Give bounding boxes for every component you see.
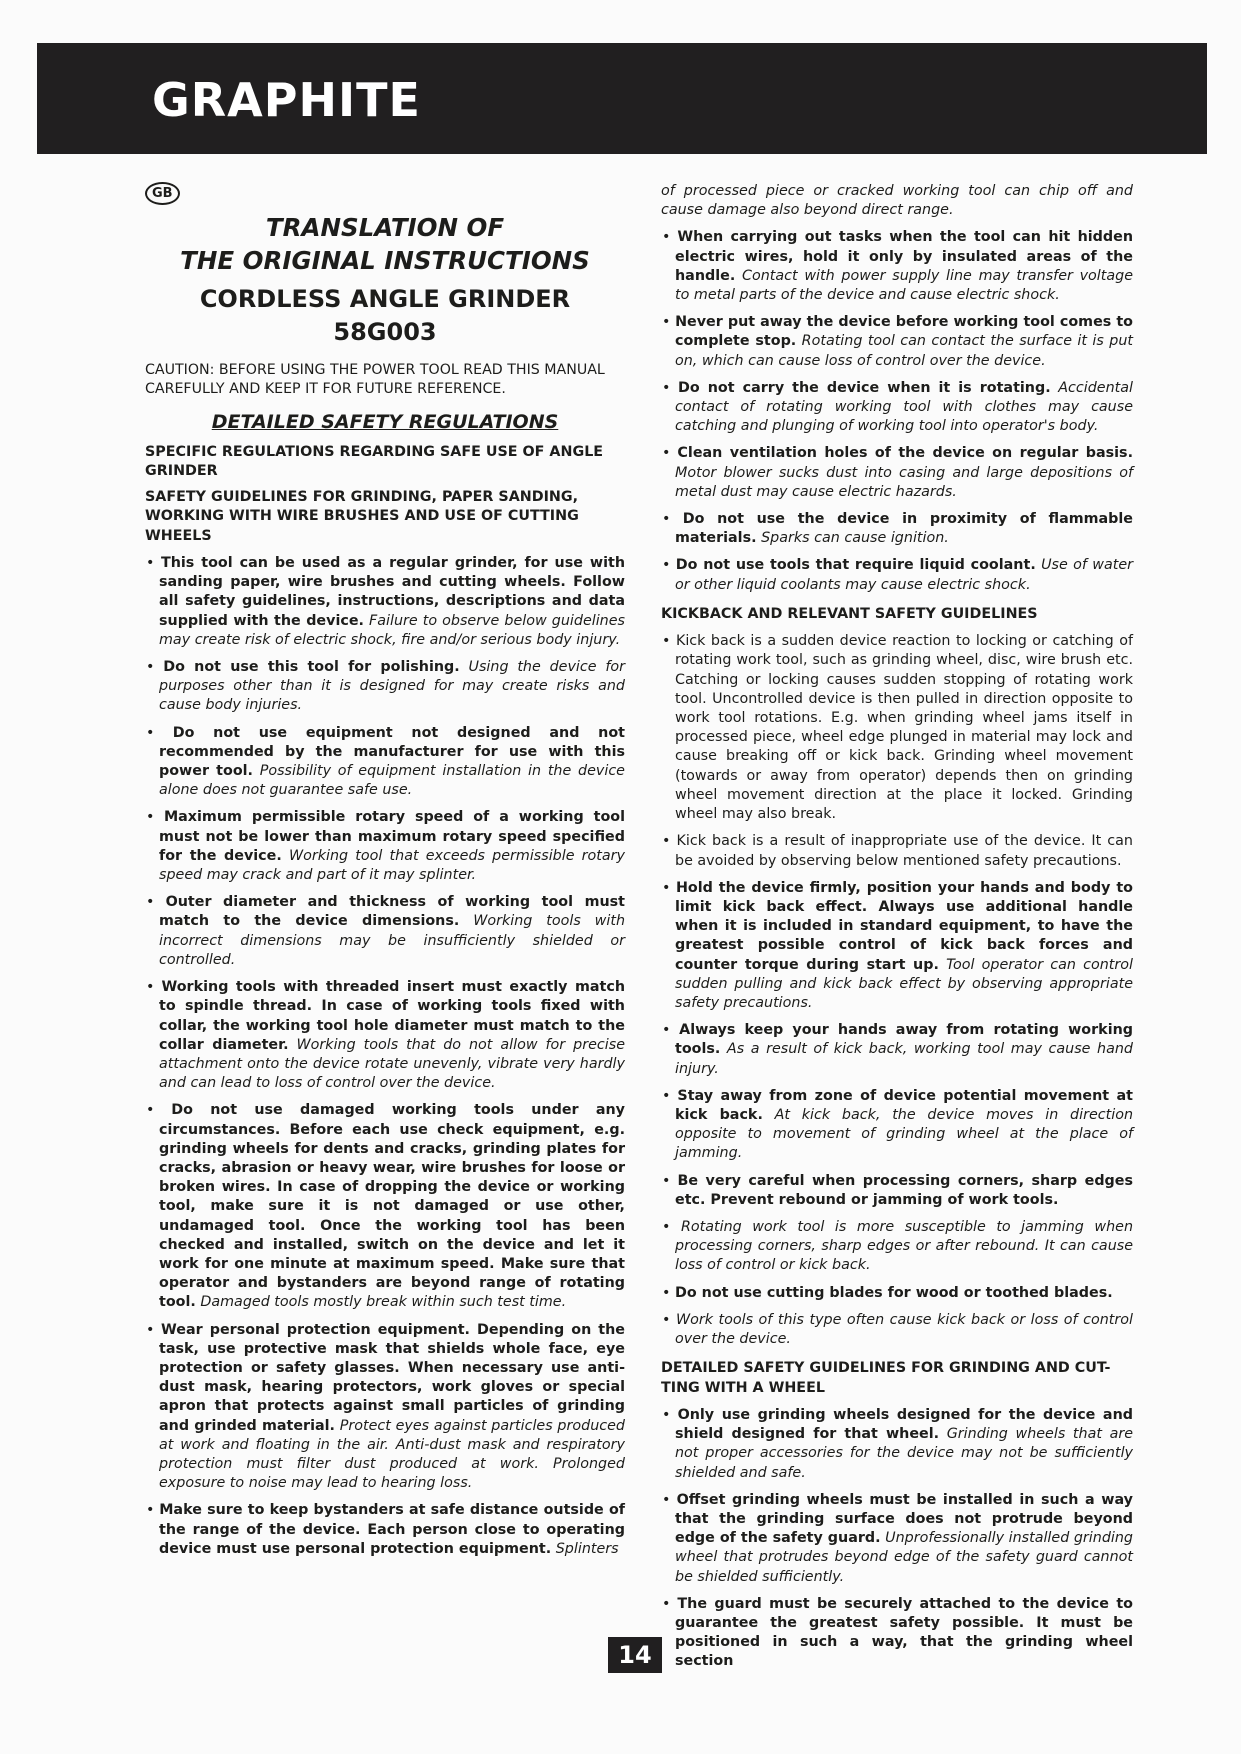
list-item: • Working tools with threaded insert must exactly match to spindle thread. In case of working tools fixed with collar, the working tool hole diameter must match to the collar diameter. Working tools that do not allow for precise attachment onto the device rotate unevenly, vibrate very hardly and can lead to loss of control over the device.	[146, 979, 625, 1092]
item-bold-text: Never put away the device before working tool comes to complete stop.	[675, 314, 1133, 350]
safety-list	[145, 554, 625, 1559]
item-bold-text: Do not use the device in proximity of flammable materials.	[675, 511, 1134, 547]
continued-text: of processed piece or cracked working tool can chip off and cause damage also beyond direct range.	[661, 183, 1133, 219]
item-bold-text: Hold the device firmly, position your hands and body to limit kick back effect. Always use additional handle when it is included in standard equipment, to have the greatest possible control of kick back forces and counter torque during start up.	[675, 879, 1133, 973]
item-italic-text: Rotating work tool is more susceptible to jamming when processing corners, sharp edges or after rebound. It can cause loss of control or kick back.	[675, 1218, 1134, 1274]
list-item: • Do not use damaged working tools under any circumstances. Before each use check equipment, e.g. grinding wheels for dents and cracks, grinding plates for cracks, abrasion or heavy wear, wire brushes for loose or broken wires. In case of dropping the device or working tool, make sure it is not damaged or use other, undamaged tool. Once the working tool has been checked and installed, switch on the device and let it work for one minute at maximum speed. Make sure that operator and bystanders are beyond range of rotating tool. Damaged tools mostly break within such test time.	[146, 1102, 625, 1311]
item-italic-text: Damaged tools mostly break within such test time.	[200, 1294, 567, 1311]
item-bold-text: Stay away from zone of device potential movement at kick back.	[675, 1087, 1133, 1123]
item-italic-text: Rotating tool can contact the surface it is put on, which can cause loss of control over the device.	[675, 333, 1133, 369]
item-italic-text: Splinters	[555, 1540, 619, 1557]
title-line-2: THE ORIGINAL INSTRUCTIONS	[180, 246, 590, 275]
item-italic-text: Unprofessionally installed grinding wheel that protrudes beyond edge of the safety guard cannot be shielded sufficiently.	[675, 1530, 1134, 1585]
item-bold-text: Be very careful when processing corners, sharp edges etc. Prevent rebound or jamming of work tools.	[675, 1172, 1133, 1208]
item-bold-text: Make sure to keep bystanders at safe distance outside of the range of the device. Each person close to operating device must use personal protection equipment.	[159, 1502, 625, 1557]
list-item: • Kick back is a sudden device reaction to locking or catching of rotating work tool, such as grinding wheel, disc, wire brush etc. Catching or locking causes sudden stopping of rotating work tool. Uncontrolled device is then pulled in direction opposite to work tool rotations. E.g. when grinding wheel jams itself in processed piece, wheel edge plunged in material may lock and cause breaking off or kick back. Grinding wheel movement (towards or away from operator) depends then on grinding wheel movement direction at the place it locked. Grinding wheel may also break.	[662, 633, 1133, 823]
list-item: • Do not carry the device when it is rotating. Accidental contact of rotating working tool with clothes may cause catching and plunging of working tool into operator's body.	[662, 379, 1133, 435]
grinding-list	[661, 1406, 1133, 1672]
item-bold-text: Do not use this tool for polishing.	[163, 659, 460, 676]
item-italic-text: Possibility of equipment installation in the device alone does not guarantee safe use.	[159, 763, 625, 799]
document-title	[145, 211, 625, 277]
item-italic-text: At kick back, the device moves in direction opposite to movement of grinding wheel at the place of jamming.	[675, 1106, 1134, 1162]
item-italic-text: Tool operator can control sudden pulling and kick back effect by observing appropriate safety precautions.	[675, 956, 1133, 1011]
item-italic-text: Motor blower sucks dust into casing and large depositions of metal dust may cause electric hazards.	[675, 464, 1133, 500]
subheading: SPECIFIC REGULATIONS REGARDING SAFE USE OF ANGLE GRINDER	[145, 444, 604, 480]
item-italic-text: Work tools of this type often cause kick back or loss of control over the device.	[675, 1311, 1133, 1347]
product-name: CORDLESS ANGLE GRINDER	[199, 285, 571, 313]
list-item: • Outer diameter and thickness of working tool must match to the device dimensions. Working tools with incorrect dimensions may be insufficiently shielded or controlled.	[146, 894, 626, 968]
caution-notice: CAUTION: BEFORE USING THE POWER TOOL READ THIS MANUAL CAREFULLY AND KEEP IT FOR FUTURE REFERENCE.	[145, 362, 605, 397]
item-bold-text: Working tools with threaded insert must exactly match to spindle thread. In case of working tools fixed with collar, the working tool hole diameter must match to the collar diameter.	[159, 979, 625, 1053]
item-bold-text: Wear personal protection equipment. Depending on the task, use protective mask that shields whole face, eye protection or safety glasses. When necessary use anti-dust mask, hearing protectors, work gloves or special apron that protects against small particles of grinding and grinded material.	[159, 1321, 625, 1434]
item-bold-text: Clean ventilation holes of the device on regular basis.	[677, 445, 1133, 462]
item-italic-text: Failure to observe below guidelines may create risk of electric shock, fire and/or serious body injury.	[159, 612, 625, 648]
language-badge: GB	[145, 182, 180, 205]
list-item: • Do not use equipment not designed and not recommended by the manufacturer for use with this power tool. Possibility of equipment installation in the device alone does not guarantee safe use.	[146, 724, 625, 799]
header-bar	[37, 43, 1207, 154]
kickback-heading: KICKBACK AND RELEVANT SAFETY GUIDELINES	[661, 605, 1038, 622]
title-line-1: TRANSLATION OF	[265, 213, 505, 242]
item-bold-text: The guard must be securely attached to the device to guarantee the greatest safety possible. It must be positioned in such a way, that the grinding wheel section	[675, 1595, 1133, 1670]
item-italic-text: Working tools that do not allow for precise attachment onto the device rotate unevenly, vibrate very hardly and can lead to loss of control over the device.	[159, 1036, 625, 1092]
item-bold-text: Outer diameter and thickness of working tool must match to the device dimensions.	[159, 894, 625, 930]
item-italic-text: Grinding wheels that are not proper accessories for the device may not be sufficiently shielded and safe.	[675, 1426, 1134, 1481]
list-item: • Maximum permissible rotary speed of a working tool must not be lower than maximum rotary speed specified for the device. Working tool that exceeds permissible rotary speed may crack and part of it may splinter.	[146, 809, 626, 884]
list-item: • Work tools of this type often cause kick back or loss of control over the device.	[662, 1311, 1133, 1347]
item-italic-text: Use of water or other liquid coolants may cause electric shock.	[675, 557, 1133, 593]
list-item: • This tool can be used as a regular grinder, for use with sanding paper, wire brushes and cutting wheels. Follow all safety guidelines, instructions, descriptions and data supplied with the device. Failure to observe below guidelines may create risk of electric shock, fire and/or serious body injury.	[146, 555, 625, 648]
list-item: • When carrying out tasks when the tool can hit hidden electric wires, hold it only by insulated areas of the handle. Contact with power supply line may transfer voltage to metal parts of the device and cause electric shock.	[662, 229, 1134, 304]
subheading: SAFETY GUIDELINES FOR GRINDING, PAPER SANDING, WORKING WITH WIRE BRUSHES AND USE OF CUTTING WHEELS	[145, 488, 579, 544]
list-item: • Never put away the device before working tool comes to complete stop. Rotating tool can contact the surface it is put on, which can cause loss of control over the device.	[662, 314, 1133, 369]
item-bold-text: Do not carry the device when it is rotating.	[678, 379, 1051, 396]
item-italic-text: Contact with power supply line may transfer voltage to metal parts of the device and cause electric shock.	[675, 267, 1134, 304]
list-item: • Offset grinding wheels must be installed in such a way that the grinding surface does not protrude beyond edge of the safety guard. Unprofessionally installed grinding wheel that protrudes beyond edge of the safety guard cannot be shielded sufficiently.	[662, 1491, 1134, 1585]
left-column	[145, 182, 625, 1559]
item-bold-text: Always keep your hands away from rotating working tools.	[675, 1022, 1134, 1058]
item-bold-text: Do not use equipment not designed and not recommended by the manufacturer for use with this power tool.	[159, 724, 625, 780]
page-number: 14	[608, 1637, 662, 1673]
list-item: • Always keep your hands away from rotating working tools. As a result of kick back, working tool may cause hand injury.	[662, 1022, 1134, 1077]
item-italic-text: Using the device for purposes other than it is designed for may create risks and cause body injuries.	[159, 659, 625, 714]
list-item: • Wear personal protection equipment. Depending on the task, use protective mask that shields whole face, eye protection or safety glasses. When necessary use anti-dust mask, hearing protectors, work gloves or special apron that protects against small particles of grinding and grinded material. Protect eyes against particles produced at work and floating in the air. Anti-dust mask and respiratory protection must filter dust produced at work. Prolonged exposure to noise may lead to hearing loss.	[146, 1321, 625, 1492]
list-item: • Do not use cutting blades for wood or toothed blades.	[662, 1284, 1113, 1301]
list-item: • Kick back is a result of inappropriate use of the device. It can be avoided by observing below mentioned safety precautions.	[662, 833, 1133, 869]
section-heading: DETAILED SAFETY REGULATIONS	[211, 411, 559, 433]
list-item: • Clean ventilation holes of the device on regular basis. Motor blower sucks dust into casing and large depositions of metal dust may cause electric hazards.	[662, 445, 1133, 500]
item-bold-text: Do not use damaged working tools under any circumstances. Before each use check equipment, e.g. grinding wheels for dents and cracks, grinding plates for cracks, abrasion or heavy wear, wire brushes for loose or broken wires. In case of dropping the device or working tool, make sure it is not damaged or use other, undamaged tool. Once the working tool has been checked and installed, switch on the device and let it work for one minute at maximum speed. Make sure that operator and bystanders are beyond range of rotating tool.	[159, 1102, 625, 1311]
brand-logo: GRAPHITE	[152, 73, 421, 127]
item-italic-text: Sparks can cause ignition.	[761, 530, 949, 547]
item-bold-text: This tool can be used as a regular grinder, for use with sanding paper, wire brushes and cutting wheels. Follow all safety guidelines, instructions, descriptions and data supplied with the device.	[159, 555, 625, 629]
item-bold-text: Offset grinding wheels must be installed in such a way that the grinding surface does not protrude beyond edge of the safety guard.	[675, 1491, 1133, 1547]
list-item: • Only use grinding wheels designed for the device and shield designed for that wheel. Grinding wheels that are not proper accessories for the device may not be sufficiently shielded and safe.	[662, 1406, 1134, 1481]
model-number: 58G003	[333, 318, 437, 346]
item-italic-text: Working tools with incorrect dimensions may be insufficiently shielded or controlled.	[159, 913, 626, 968]
right-column	[661, 182, 1133, 1672]
list-item: • Do not use the device in proximity of flammable materials. Sparks can cause ignition.	[662, 511, 1134, 547]
list-item: • Be very careful when processing corners, sharp edges etc. Prevent rebound or jamming of work tools.	[662, 1172, 1133, 1208]
grinding-heading: DETAILED SAFETY GUIDELINES FOR GRINDING AND CUT-TING WITH A WHEEL	[661, 1360, 1111, 1396]
item-bold-text: Only use grinding wheels designed for the device and shield designed for that wheel.	[675, 1406, 1133, 1443]
list-item: • Do not use tools that require liquid coolant. Use of water or other liquid coolants may cause electric shock.	[662, 557, 1133, 593]
list-item: • Make sure to keep bystanders at safe distance outside of the range of the device. Each person close to operating device must use personal protection equipment. Splinters	[146, 1502, 625, 1557]
list-item: • Rotating work tool is more susceptible to jamming when processing corners, sharp edges or after rebound. It can cause loss of control or kick back.	[662, 1218, 1134, 1274]
item-italic-text: As a result of kick back, working tool may cause hand injury.	[675, 1041, 1134, 1077]
item-bold-text: When carrying out tasks when the tool can hit hidden electric wires, hold it only by insulated areas of the handle.	[675, 229, 1133, 284]
product-title	[145, 283, 625, 349]
item-bold-text: Maximum permissible rotary speed of a working tool must not be lower than maximum rotary speed specified for the device.	[159, 809, 625, 864]
kickback-list	[661, 879, 1133, 1349]
item-italic-text: Protect eyes against particles produced at work and floating in the air. Anti-dust mask and respiratory protection must filter dust produced at work. Prolonged exposure to noise may lead to hearing loss.	[159, 1417, 625, 1492]
item-italic-text: Accidental contact of rotating working tool with clothes may cause catching and plunging of working tool into operator's body.	[675, 379, 1133, 435]
kickback-explanation	[661, 632, 1133, 870]
list-item: • Do not use this tool for polishing. Using the device for purposes other than it is designed for may create risks and cause body injuries.	[146, 659, 625, 714]
list-item: • Hold the device firmly, position your hands and body to limit kick back effect. Always use additional handle when it is included in standard equipment, to have the greatest possible control of kick back forces and counter torque during start up. Tool operator can control sudden pulling and kick back effect by observing appropriate safety precautions.	[662, 879, 1133, 1011]
list-item: • The guard must be securely attached to the device to guarantee the greatest safety possible. It must be positioned in such a way, that the grinding wheel section	[662, 1595, 1133, 1670]
safety-list	[661, 228, 1133, 594]
item-bold-text: Do not use tools that require liquid coolant.	[675, 557, 1036, 574]
item-italic-text: Working tool that exceeds permissible rotary speed may crack and part of it may splinter.	[159, 847, 626, 884]
list-item: • Stay away from zone of device potential movement at kick back. At kick back, the device moves in direction opposite to movement of grinding wheel at the place of jamming.	[662, 1087, 1134, 1162]
item-bold-text: Do not use cutting blades for wood or toothed blades.	[674, 1284, 1113, 1301]
